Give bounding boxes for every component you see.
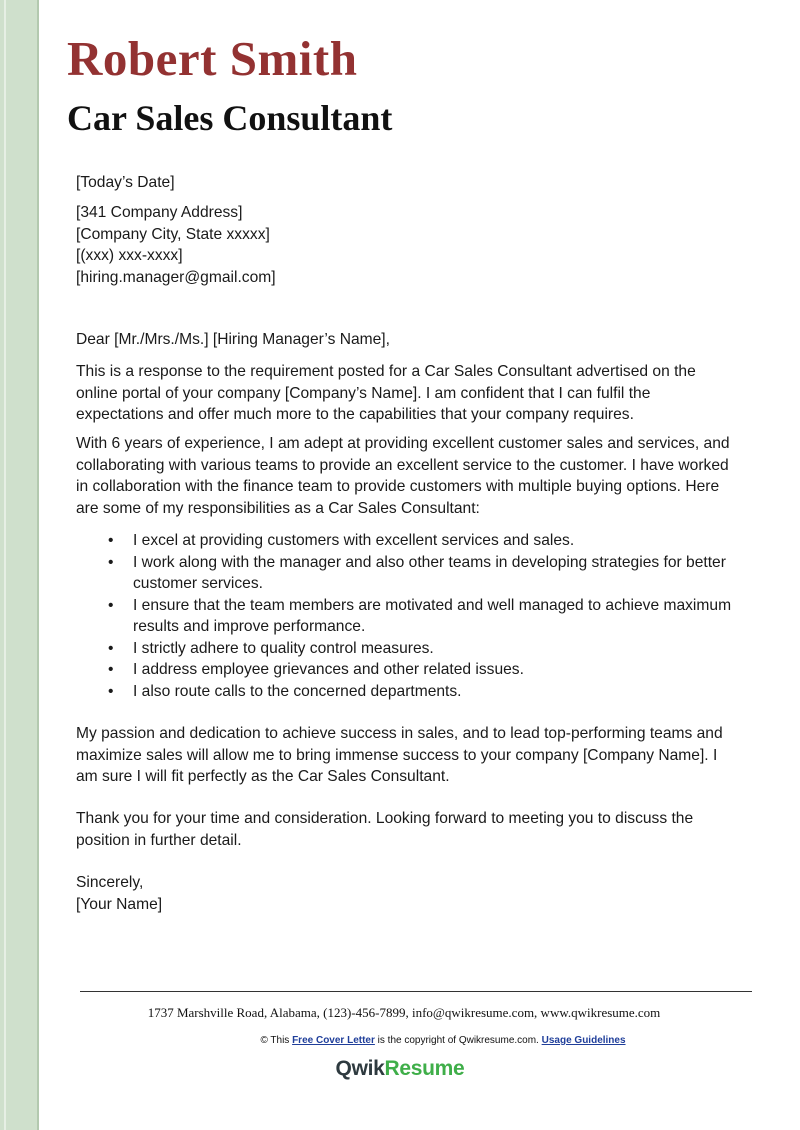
sign-off (76, 872, 736, 915)
applicant-name: Robert Smith (67, 31, 358, 86)
usage-guidelines-link[interactable]: Usage Guidelines (541, 1035, 626, 1046)
logo-resume: Resume (384, 1057, 465, 1080)
list-item-text: I address employee grievances and other related issues. (133, 661, 524, 678)
bullet-icon: • (108, 661, 114, 678)
copyright-middle: is the copyright of Qwikresume.com. (374, 1035, 542, 1046)
address-line: [(xxx) xxx-xxxx] (76, 247, 183, 264)
list-item-text: I also route calls to the concerned departments. (133, 682, 462, 700)
responsibilities-list (76, 530, 736, 702)
list-item-text: I ensure that the team members are motivated and well managed to achieve maximum results and improve performance. (133, 596, 732, 635)
list-item (76, 552, 736, 595)
thank-you-paragraph: Thank you for your time and consideration. Looking forward to meeting you to discuss the position in further detail. (76, 810, 694, 849)
list-item-text: I excel at providing customers with excellent services and sales. (133, 532, 575, 549)
sidebar-stripe (4, 0, 6, 1130)
job-title: Car Sales Consultant (67, 98, 393, 138)
passion-paragraph: My passion and dedication to achieve success in sales, and to lead top-performing teams and maximize sales will allow me to bring immense success to your company [Company Name]. I am sure I will fit perfectly as the Car Sales Consultant. (76, 725, 723, 785)
list-item-text: I strictly adhere to quality control measures. (133, 639, 434, 657)
list-item (76, 681, 736, 703)
signature: [Your Name] (76, 895, 163, 913)
salutation: Dear [Mr./Mrs./Ms.] [Hiring Manager’s Name], (76, 331, 390, 348)
list-item (76, 595, 736, 638)
list-item (76, 638, 736, 660)
bullet-icon: • (108, 532, 114, 549)
decorative-sidebar (0, 0, 39, 1130)
letter-date: [Today’s Date] (76, 174, 175, 191)
address-line: [Company City, State xxxxx] (76, 225, 270, 243)
free-cover-letter-link[interactable]: Free Cover Letter (292, 1035, 375, 1046)
address-line: [hiring.manager@gmail.com] (76, 268, 276, 286)
list-item (76, 530, 736, 552)
list-item (76, 659, 736, 681)
bullet-icon: • (108, 682, 114, 700)
logo-qwik: Qwik (335, 1057, 385, 1080)
closing: Sincerely, (76, 874, 144, 891)
footer-contact: 1737 Marshville Road, Alabama, (123)-456-7899, info@qwikresume.com, www.qwikresume.com (147, 1005, 661, 1020)
bullet-icon: • (108, 639, 114, 657)
copyright-prefix: © This (260, 1035, 293, 1046)
intro-paragraph: This is a response to the requirement posted for a Car Sales Consultant advertised on the online portal of your company [Company’s Name]. I am confident that I can fulfil the expectations and offer much more to the capabilities that your company requires. (76, 363, 696, 423)
recipient-address (76, 202, 736, 288)
footer-divider (80, 991, 752, 992)
bullet-icon: • (108, 553, 114, 571)
address-line: [341 Company Address] (76, 204, 243, 221)
copyright-notice (0, 1035, 800, 1046)
qwikresume-logo[interactable] (0, 1057, 800, 1081)
list-item-text: I work along with the manager and also other teams in developing strategies for better customer services. (133, 553, 726, 592)
bullet-icon: • (108, 596, 114, 614)
experience-paragraph: With 6 years of experience, I am adept at providing excellent customer sales and services, and collaborating with various teams to provide an excellent service to the customer. I have worked in collaboration with the finance team to provide customers with multiple buying options. Here are some of my responsibilities as a Car Sales Consultant: (76, 435, 730, 517)
